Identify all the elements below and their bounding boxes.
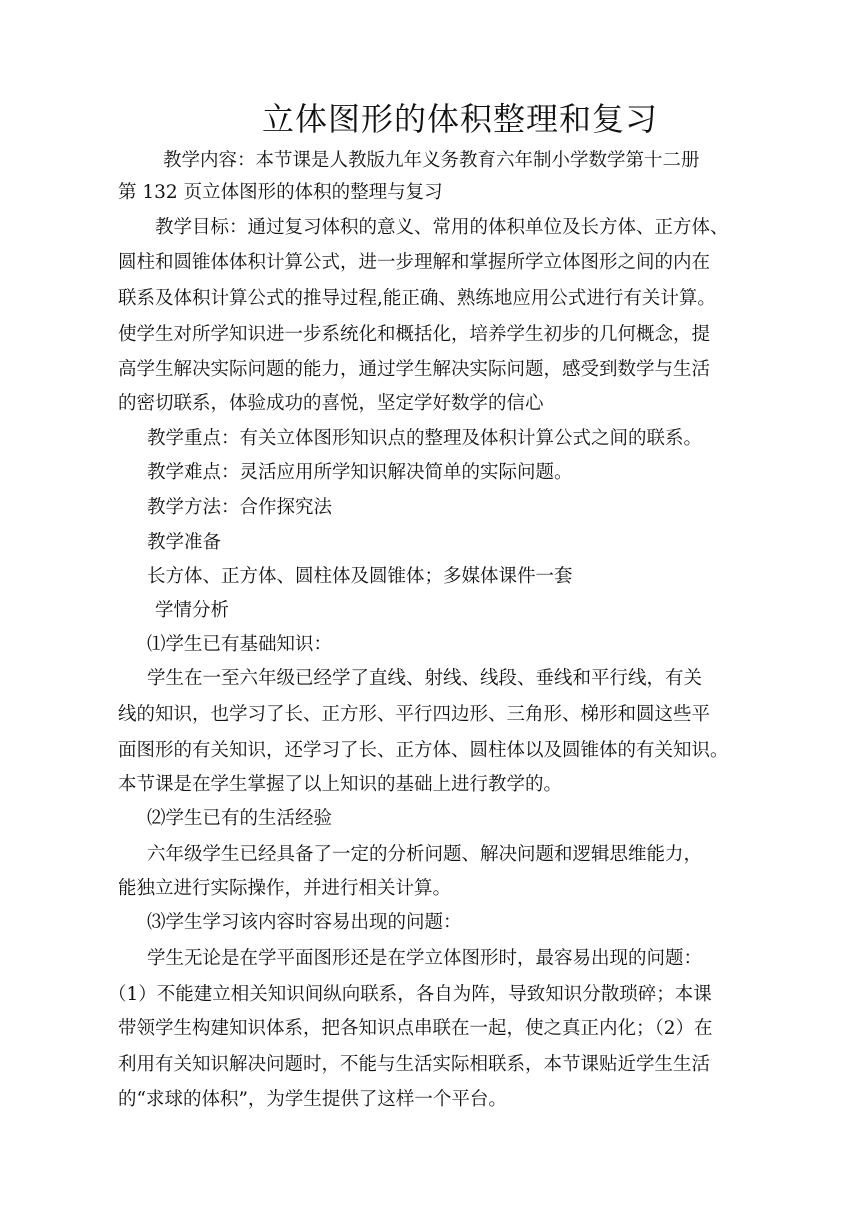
line-subheading-3: ⑶学生学习该内容时容易出现的问题： [147, 912, 462, 933]
line-para-1-1: 学生在一至六年级已经学了直线、射线、线段、垂线和平行线，有关 [147, 668, 703, 689]
line-teaching-content: 教学内容：本节课是人教版九年义务教育六年制小学数学第十二册 [163, 150, 700, 171]
line-goals-4: 使学生对所学知识进一步系统化和概括化，培养学生初步的几何概念，提 [118, 324, 711, 345]
line-goals-5: 高学生解决实际问题的能力，通过学生解决实际问题，感受到数学与生活 [118, 359, 711, 380]
line-key-points: 教学重点：有关立体图形知识点的整理及体积计算公式之间的联系。 [147, 428, 703, 449]
line-subheading-2: ⑵学生已有的生活经验 [147, 808, 333, 829]
line-preparation-items: 长方体、正方体、圆柱体及圆锥体；多媒体课件一套 [147, 566, 573, 587]
line-para-1-2: 线的知识，也学习了长、正方形、平行四边形、三角形、梯形和圆这些平 [118, 704, 711, 725]
line-learning-analysis: 学情分析 [155, 600, 230, 621]
line-para-2-2: 能独立进行实际操作，并进行相关计算。 [118, 878, 452, 899]
document-title: 立体图形的体积整理和复习 [261, 100, 658, 138]
line-methods: 教学方法：合作探究法 [147, 497, 333, 518]
line-para-3-3: 带领学生构建知识体系，把各知识点串联在一起，使之真正内化；（2）在 [118, 1018, 713, 1039]
line-preparation: 教学准备 [147, 532, 222, 553]
line-goals-6: 的密切联系，体验成功的喜悦，坚定学好数学的信心 [118, 393, 544, 414]
line-teaching-goals: 教学目标：通过复习体积的意义、常用的体积单位及长方体、正方体、 [155, 217, 729, 238]
line-teaching-content-cont: 第 132 页立体图形的体积的整理与复习 [118, 182, 443, 203]
line-para-3-1: 学生无论是在学平面图形还是在学立体图形时，最容易出现的问题： [147, 948, 703, 969]
line-para-3-2: （1）不能建立相关知识间纵向联系，各自为阵，导致知识分散琐碎；本课 [108, 984, 712, 1005]
line-para-1-4: 本节课是在学生掌握了以上知识的基础上进行教学的。 [118, 774, 563, 795]
line-difficulties: 教学难点：灵活应用所学知识解决简单的实际问题。 [147, 462, 573, 483]
line-para-2-1: 六年级学生已经具备了一定的分析问题、解决问题和逻辑思维能力， [147, 844, 703, 865]
line-goals-3: 联系及体积计算公式的推导过程,能正确、熟练地应用公式进行有关计算。 [118, 288, 716, 309]
line-para-3-4: 利用有关知识解决问题时，不能与生活实际相联系，本节课贴近学生生活 [118, 1054, 711, 1075]
line-para-3-5: 的“求球的体积”，为学生提供了这样一个平台。 [118, 1089, 507, 1110]
line-goals-2: 圆柱和圆锥体体积计算公式，进一步理解和掌握所学立体图形之间的内在 [118, 252, 711, 273]
line-para-1-3: 面图形的有关知识，还学习了长、正方体、圆柱体以及圆锥体的有关知识。 [118, 740, 729, 761]
line-subheading-1: ⑴学生已有基础知识： [147, 634, 333, 655]
